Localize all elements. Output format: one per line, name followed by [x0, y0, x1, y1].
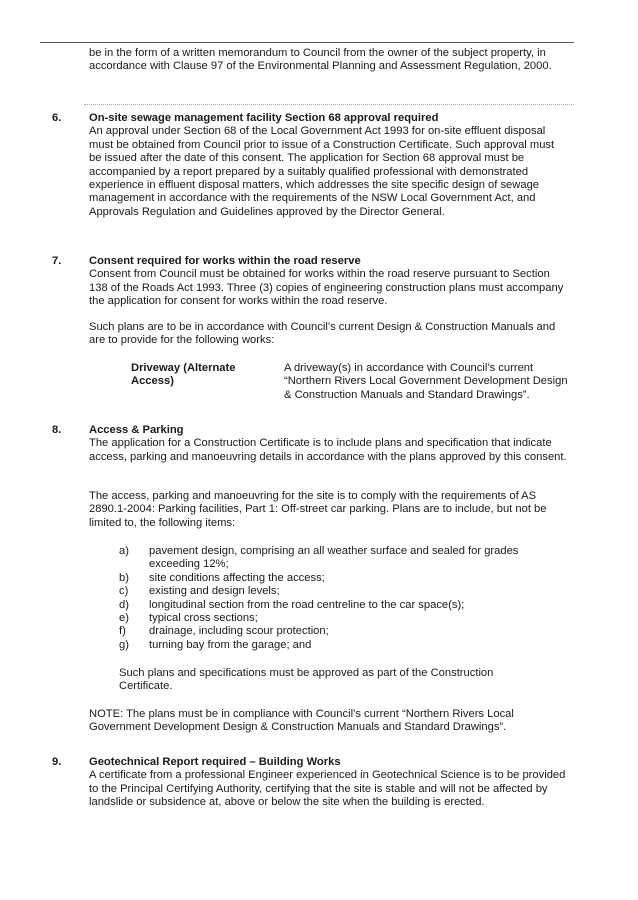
section-divider: [84, 104, 574, 105]
list-item: [119, 572, 569, 585]
list-item-text: pavement design, comprising an all weather surface and sealed for grades exceeding 12%;: [149, 545, 519, 571]
list-marker: a): [119, 545, 129, 557]
section-8: [89, 424, 569, 464]
section-9-number: 9.: [52, 756, 62, 768]
requirements-list: [119, 545, 569, 652]
section-6-heading: On-site sewage management facility Section 68 approval required: [89, 112, 439, 124]
section-6-body: An approval under Section 68 of the Local Government Act 1993 for on-site effluent disposal must be obtained from Council prior to issue of a Construction Certificate. Such approval must be issued after the date of this consent. The application for Section 68 approval must be accompanied by a report prepared by a suitably qualified professional with demonstrated experience in effluent disposal matters, which addresses the site specific design of sewage management in accordance with the requirements of the NSW Local Government Act, and Approvals Regulation and Guidelines approved by the Director General.: [89, 125, 555, 218]
list-item: [119, 625, 569, 638]
top-rule: [40, 42, 574, 43]
section-7-paragraph-2: [89, 321, 569, 348]
section-8-paragraph-2: [89, 490, 569, 530]
list-item: [119, 545, 569, 572]
section-7-body: Consent from Council must be obtained for works within the road reserve pursuant to Section 138 of the Roads Act 1993. Three (3) copies of engineering construction plans must accompany the application for consent for works within the road reserve.: [89, 268, 564, 308]
section-8-body: The application for a Construction Certificate is to include plans and specification that indicate access, parking and manoeuvring details in accordance with the plans approved by this consent.: [89, 437, 567, 463]
list-marker: e): [119, 612, 129, 625]
list-item-text: typical cross sections;: [149, 612, 258, 625]
list-item: [119, 599, 569, 612]
list-marker: f): [119, 625, 126, 638]
section-8-body2: The access, parking and manoeuvring for the site is to comply with the requirements of AS 2890.1-2004: Parking facilities, Part 1: Off-street car parking. Plans are to include, but not be limited to, the following items:: [89, 490, 547, 529]
section-9: [89, 756, 569, 810]
list-marker: d): [119, 598, 129, 611]
intro-paragraph: [89, 47, 569, 74]
section-8-number: 8.: [52, 424, 62, 436]
section-8-heading: Access & Parking: [89, 424, 184, 436]
section-7-number: 7.: [52, 255, 62, 267]
list-item-text: site conditions affecting the access;: [149, 571, 325, 584]
intro-text: be in the form of a written memorandum to Council from the owner of the subject property, in accordance with Clause 97 of the Environmental Planning and Assessment Regulation, 2000.: [89, 47, 552, 73]
list-item: [119, 585, 569, 598]
list-item: [119, 639, 569, 652]
after-list-text: Such plans and specifications must be approved as part of the Construction Certificate.: [119, 667, 494, 693]
section-9-body: A certificate from a professional Engineer experienced in Geotechnical Science is to be provided to the Principal Certifying Authority, certifying that the site is stable and will not be affected by landslide or subsidence at, above or below the site when the building is erected.: [89, 769, 566, 809]
section-7-body2: Such plans are to be in accordance with Council’s current Design & Construction Manuals and are to provide for the following works:: [89, 321, 556, 347]
driveway-label: Driveway (Alternate Access): [131, 362, 236, 388]
list-item-text: drainage, including scour protection;: [149, 625, 329, 638]
section-7-heading: Consent required for works within the road reserve: [89, 255, 361, 267]
section-8-note: [89, 708, 569, 735]
section-6-number: 6.: [52, 112, 62, 124]
list-marker: c): [119, 585, 129, 598]
list-item-text: existing and design levels;: [149, 585, 280, 598]
list-marker: b): [119, 571, 129, 584]
section-8-after-list: [119, 667, 529, 694]
note-text: NOTE: The plans must be in compliance with Council’s current “Northern Rivers Local Government Development Design & Construction Manuals and Standard Drawings”.: [89, 708, 514, 734]
driveway-description: A driveway(s) in accordance with Council’s current “Northern Rivers Local Government Development Design & Construction Manuals and Standard Drawings”.: [284, 362, 568, 401]
section-7: [89, 255, 569, 309]
list-marker: g): [119, 638, 129, 651]
list-item-text: turning bay from the garage; and: [149, 638, 312, 651]
list-item-text: longitudinal section from the road centreline to the car space(s);: [149, 598, 465, 611]
section-9-heading: Geotechnical Report required – Building Works: [89, 756, 341, 768]
section-6: [89, 112, 569, 219]
list-item: [119, 612, 569, 625]
